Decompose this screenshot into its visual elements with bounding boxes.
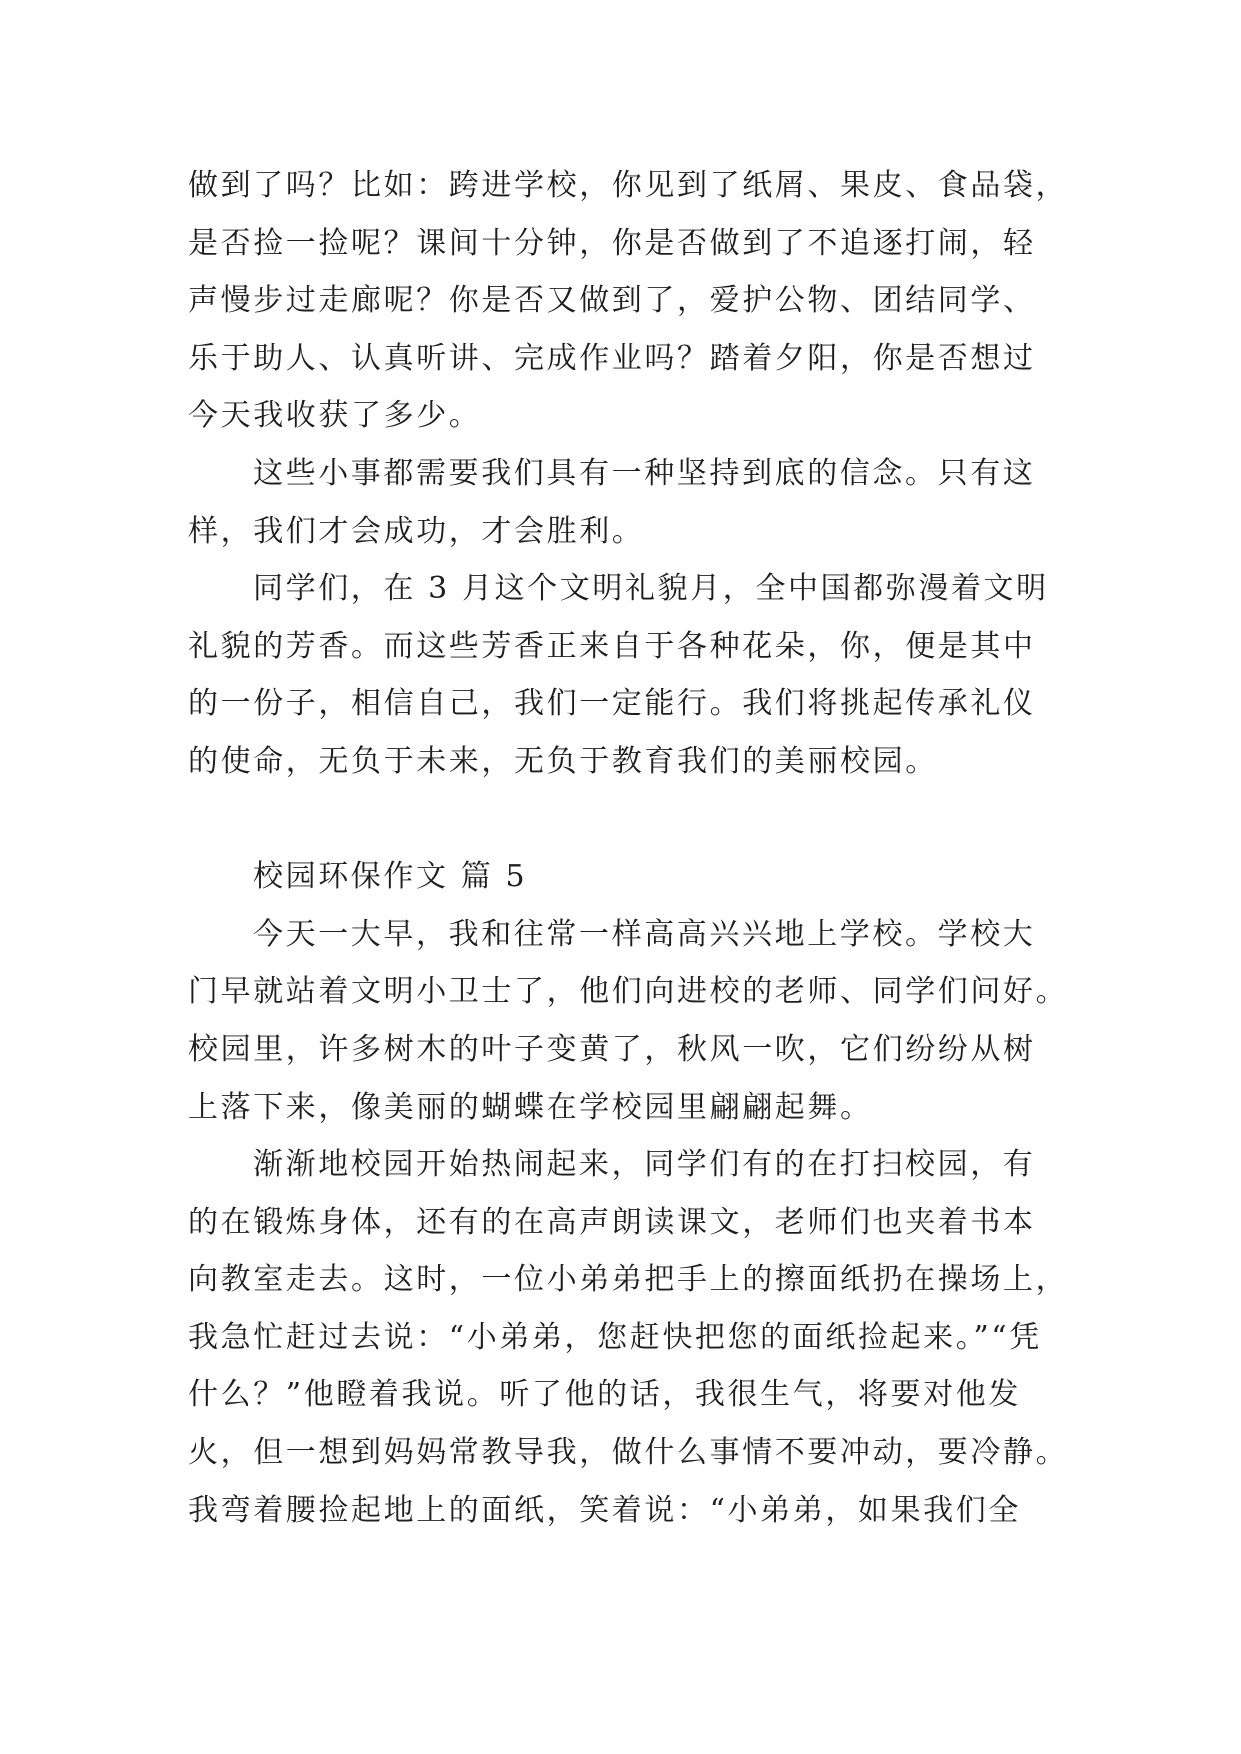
paragraph-line: 礼貌的芳香。而这些芳香正来自于各种花朵，你，便是其中 <box>188 628 1036 664</box>
paragraph-line: 声慢步过走廊呢？你是否又做到了，爱护公物、团结同学、 <box>188 283 1036 319</box>
paragraph-line: 上落下来，像美丽的蝴蝶在学校园里翩翩起舞。 <box>188 1089 873 1125</box>
paragraph <box>188 445 1148 560</box>
paragraph-line: 今天一大早，我和往常一样高高兴兴地上学校。学校大 <box>253 916 1036 952</box>
paragraph-line: 是否捡一捡呢？课间十分钟，你是否做到了不追逐打闹，轻 <box>188 225 1036 261</box>
paragraph-line: 样，我们才会成功，才会胜利。 <box>188 513 645 549</box>
paragraph-line: 同学们，在 3 月这个文明礼貌月，全中国都弥漫着文明 <box>253 571 1049 607</box>
paragraph <box>188 1136 1148 1539</box>
paragraph-line: 向教室走去。这时，一位小弟弟把手上的擦面纸扔在操场上， <box>188 1262 1069 1298</box>
paragraph <box>188 157 1148 445</box>
paragraph-line: 乐于助人、认真听讲、完成作业吗？踏着夕阳，你是否想过 <box>188 340 1036 376</box>
paragraph <box>188 906 1148 1136</box>
paragraph-line: 什么？”他瞪着我说。听了他的话，我很生气，将要对他发 <box>188 1377 1021 1413</box>
paragraph-line: 我急忙赶过去说：“小弟弟，您赶快把您的面纸捡起来。”“凭 <box>188 1319 1042 1355</box>
paragraph-line: 渐渐地校园开始热闹起来，同学们有的在打扫校园，有 <box>253 1147 1036 1183</box>
paragraph-line: 今天我收获了多少。 <box>188 398 482 434</box>
paragraph-line: 的使命，无负于未来，无负于教育我们的美丽校园。 <box>188 743 938 779</box>
paragraph-line: 做到了吗？比如：跨进学校，你见到了纸屑、果皮、食品袋， <box>188 168 1069 203</box>
paragraph-line: 门早就站着文明小卫士了，他们向进校的老师、同学们问好。 <box>188 974 1069 1010</box>
paragraph-line: 火，但一想到妈妈常教导我，做什么事情不要冲动，要冷静。 <box>188 1435 1069 1471</box>
paragraph-line: 校园里，许多树木的叶子变黄了，秋风一吹，它们纷纷从树 <box>188 1031 1036 1067</box>
paragraph-line: 我弯着腰捡起地上的面纸，笑着说：“小弟弟，如果我们全 <box>188 1492 1021 1528</box>
paragraph-line: 的在锻炼身体，还有的在高声朗读课文，老师们也夹着书本 <box>188 1204 1036 1240</box>
paragraph <box>188 560 1148 790</box>
section-heading: 校园环保作文 篇 5 <box>253 859 528 895</box>
paragraph-line: 的一份子，相信自己，我们一定能行。我们将挑起传承礼仪 <box>188 686 1036 722</box>
paragraph-line: 这些小事都需要我们具有一种坚持到底的信念。只有这 <box>253 455 1036 491</box>
document-body <box>188 157 1148 1539</box>
blank-line <box>188 791 1148 849</box>
